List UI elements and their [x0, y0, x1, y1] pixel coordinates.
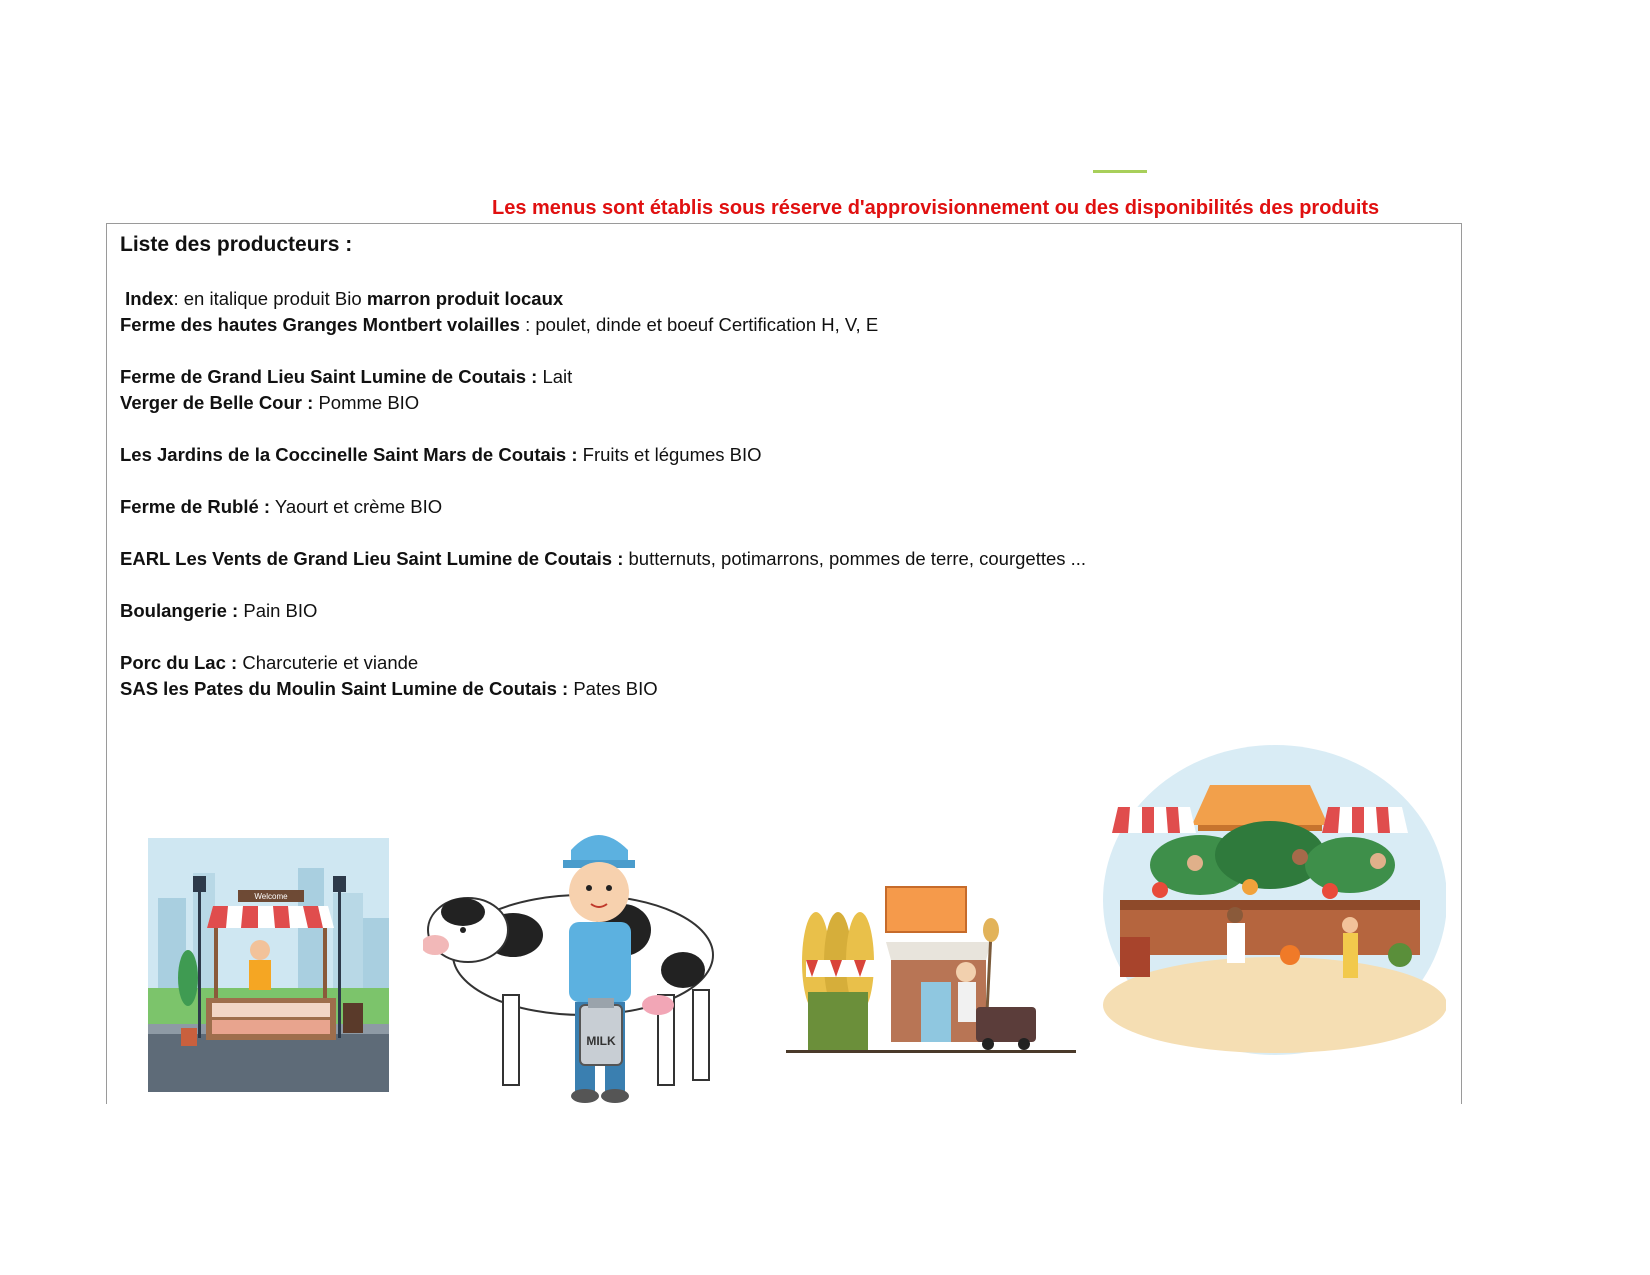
producer-name: EARL Les Vents de Grand Lieu Saint Lumine de Coutais : — [120, 548, 624, 569]
shop-illustration — [786, 882, 1076, 1062]
producer-line — [120, 312, 1086, 338]
producer-name: Ferme de Rublé : — [120, 496, 271, 517]
index-label: Index — [125, 288, 174, 309]
producer-line — [120, 390, 1086, 416]
producer-products: Pain BIO — [243, 600, 318, 621]
producer-products: Pomme BIO — [318, 392, 420, 413]
stall-sign-text: Welcome — [254, 892, 288, 901]
index-local: marron produit locaux — [366, 288, 564, 309]
separator: : — [519, 314, 536, 335]
producer-line — [120, 442, 1086, 468]
producer-line — [120, 494, 1086, 520]
supply-notice: Les menus sont établis sous réserve d'approvisionnement ou des disponibilités des produits — [492, 197, 1380, 219]
producer-products: Charcuterie et viande — [242, 652, 419, 673]
producer-name: SAS les Pates du Moulin Saint Lumine de Coutais : — [120, 678, 569, 699]
producer-products: Lait — [542, 366, 573, 387]
farmers-market-illustration — [1100, 715, 1446, 1055]
accent-line — [1093, 170, 1147, 173]
producer-line — [120, 650, 1086, 676]
index-text: : en italique produit Bio — [173, 288, 367, 309]
producer-line — [120, 546, 1086, 572]
producer-name: Verger de Belle Cour : — [120, 392, 314, 413]
list-heading: Liste des producteurs : — [120, 233, 353, 256]
producer-products: Yaourt et crème BIO — [274, 496, 443, 517]
producer-products: Fruits et légumes BIO — [582, 444, 762, 465]
producer-name: Ferme de Grand Lieu Saint Lumine de Coutais : — [120, 366, 538, 387]
producer-line — [120, 598, 1086, 624]
producer-products: poulet, dinde et boeuf Certification H, V, E — [535, 314, 879, 335]
milk-can-label: MILK — [586, 1034, 616, 1048]
producer-name: Ferme des hautes Granges Montbert volailles — [120, 314, 520, 335]
producer-products: Pates BIO — [573, 678, 658, 699]
producer-line — [120, 364, 1086, 390]
producers-list — [120, 232, 1086, 702]
index-line — [120, 286, 1086, 312]
producer-name: Boulangerie : — [120, 600, 239, 621]
producer-products: butternuts, potimarrons, pommes de terre, courgettes ... — [628, 548, 1087, 569]
producer-line — [120, 676, 1086, 702]
milk-farmer-illustration — [423, 820, 763, 1110]
market-stall-illustration — [148, 838, 389, 1092]
producer-name: Porc du Lac : — [120, 652, 238, 673]
producer-name: Les Jardins de la Coccinelle Saint Mars de Coutais : — [120, 444, 578, 465]
